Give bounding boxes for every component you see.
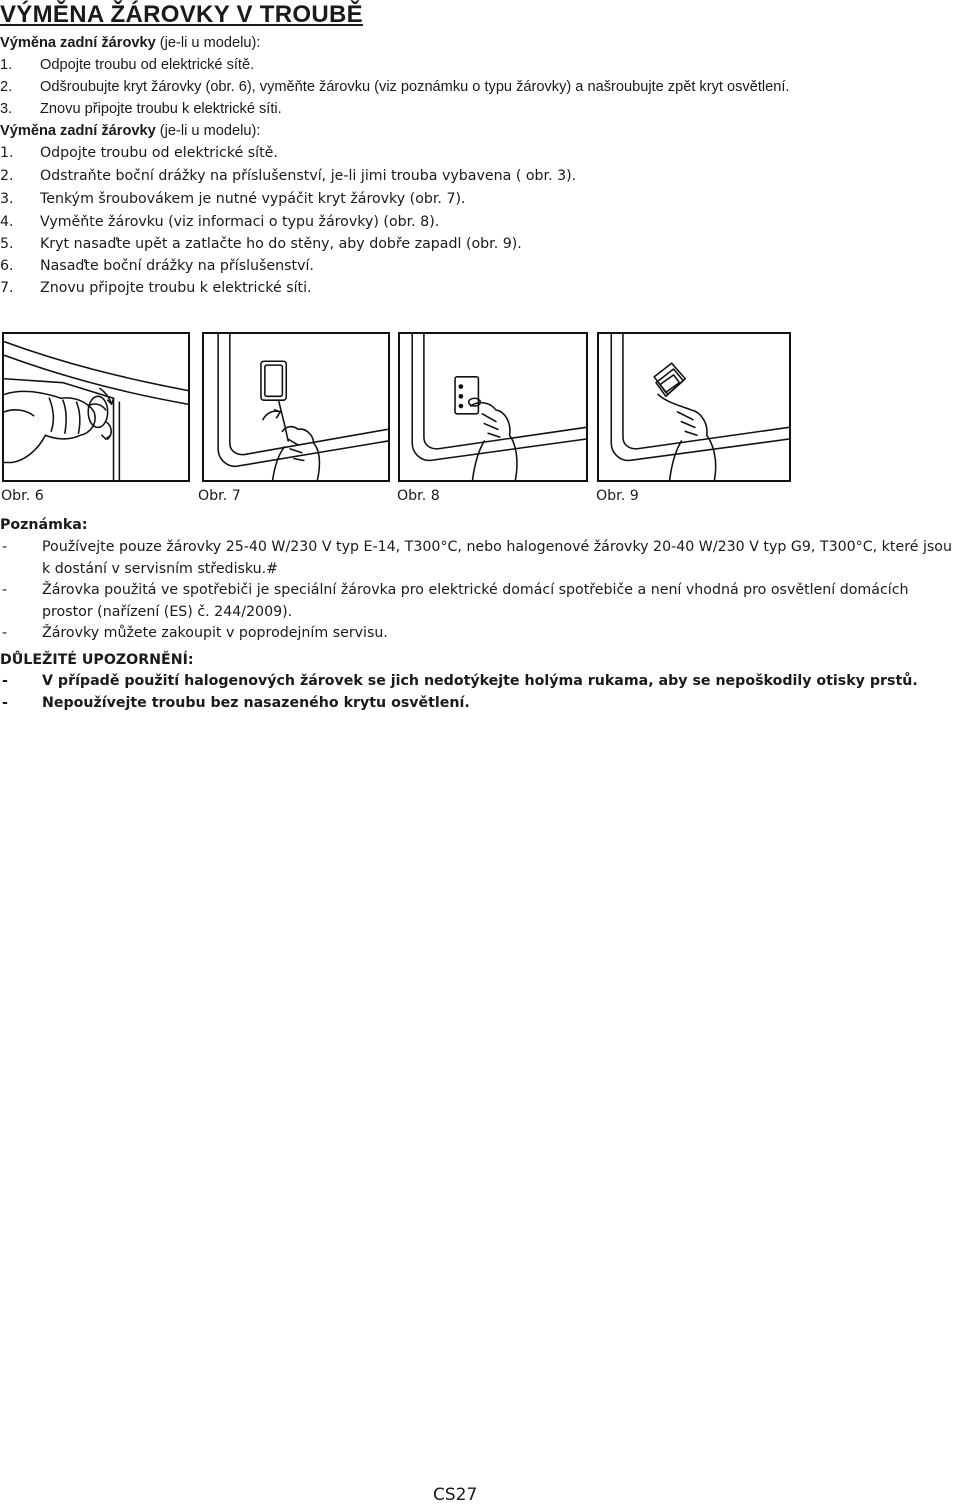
list-item bbox=[0, 692, 960, 714]
page-title: VÝMĚNA ŽÁROVKY V TROUBĚ bbox=[0, 1, 363, 28]
section-a-heading-bold: Výměna zadní žárovky bbox=[0, 35, 156, 51]
section-b-heading bbox=[0, 121, 260, 141]
step-text: Znovu připojte troubu k elektrické síti. bbox=[40, 101, 282, 117]
section-b-step bbox=[0, 234, 522, 254]
section-b-step bbox=[0, 256, 314, 276]
step-number: 4. bbox=[0, 214, 14, 230]
section-a-heading-rest: (je-li u modelu): bbox=[155, 35, 261, 51]
step-number: 7. bbox=[0, 280, 14, 296]
step-text: Odpojte troubu od elektrické sítě. bbox=[40, 145, 278, 161]
warning-text: Nepoužívejte troubu bez nasazeného krytu osvětlení. bbox=[42, 695, 470, 711]
list-item bbox=[0, 580, 960, 623]
step-text: Tenkým šroubovákem je nutné vypáčit kryt žárovky (obr. 7). bbox=[40, 191, 466, 207]
screwdriver-pry-cover-illustration bbox=[202, 332, 390, 482]
step-number: 3. bbox=[0, 191, 14, 207]
section-b-step bbox=[0, 278, 312, 298]
note-text: Žárovka použitá ve spotřebiči je speciální žárovka pro elektrické domácí spotřebiče a není vhodná pro osvětlení domácích prostor (nařízení (ES) č. 244/2009). bbox=[42, 582, 909, 620]
bullet-dash: - bbox=[2, 625, 8, 641]
figure-label: Obr. 8 bbox=[397, 488, 440, 504]
note-list bbox=[0, 537, 960, 645]
replace-bulb-illustration bbox=[398, 332, 588, 482]
refit-cover-illustration bbox=[597, 332, 791, 482]
step-text: Vyměňte žárovku (viz informaci o typu žárovky) (obr. 8). bbox=[40, 214, 440, 230]
list-item bbox=[0, 537, 960, 580]
step-number: 2. bbox=[0, 79, 13, 95]
bullet-dash: - bbox=[2, 673, 8, 689]
step-number: 2. bbox=[0, 168, 14, 184]
figure-label: Obr. 7 bbox=[198, 488, 241, 504]
section-b-heading-rest: (je-li u modelu): bbox=[155, 123, 261, 139]
section-a-step bbox=[0, 77, 789, 97]
note-text: Žárovky můžete zakoupit v poprodejním servisu. bbox=[42, 625, 388, 641]
bullet-dash: - bbox=[2, 695, 8, 711]
warning-list bbox=[0, 670, 960, 714]
bullet-dash: - bbox=[2, 539, 8, 555]
step-number: 1. bbox=[0, 57, 13, 73]
section-b-step bbox=[0, 212, 439, 232]
section-a-heading bbox=[0, 33, 260, 53]
section-b-step bbox=[0, 189, 466, 209]
step-number: 1. bbox=[0, 145, 14, 161]
section-a-step bbox=[0, 55, 254, 75]
figure-label: Obr. 9 bbox=[596, 488, 639, 504]
step-text: Odpojte troubu od elektrické sítě. bbox=[40, 57, 255, 73]
page-number: CS27 bbox=[433, 1485, 478, 1505]
figure-label: Obr. 6 bbox=[1, 488, 44, 504]
step-text: Znovu připojte troubu k elektrické síti. bbox=[40, 280, 312, 296]
step-number: 5. bbox=[0, 236, 14, 252]
step-number: 6. bbox=[0, 258, 14, 274]
list-item bbox=[0, 623, 960, 645]
warning-title: DŮLEŽITÉ UPOZORNĚNÍ: bbox=[0, 652, 194, 668]
step-text: Nasaďte boční drážky na příslušenství. bbox=[40, 258, 314, 274]
warning-text: V případě použití halogenových žárovek se jich nedotýkejte holýma rukama, aby se nepoškodily otisky prstů. bbox=[42, 673, 918, 689]
note-text: Používejte pouze žárovky 25-40 W/230 V typ E-14, T300°C, nebo halogenové žárovky 20-40 W/230 V typ G9, T300°C, které jsou k dostání v servisním středisku.# bbox=[42, 539, 952, 577]
unscrew-lamp-cover-illustration bbox=[2, 332, 190, 482]
step-number: 3. bbox=[0, 101, 13, 117]
note-title: Poznámka: bbox=[0, 517, 88, 533]
bullet-dash: - bbox=[2, 582, 8, 598]
list-item bbox=[0, 670, 960, 692]
figure-row bbox=[0, 332, 960, 482]
section-b-heading-bold: Výměna zadní žárovky bbox=[0, 123, 156, 139]
section-b-step bbox=[0, 143, 278, 163]
step-text: Odstraňte boční drážky na příslušenství, je-li jimi trouba vybavena ( obr. 3). bbox=[40, 168, 577, 184]
step-text: Kryt nasaďte upět a zatlačte ho do stěny, aby dobře zapadl (obr. 9). bbox=[40, 236, 522, 252]
step-text: Odšroubujte kryt žárovky (obr. 6), vyměňte žárovku (viz poznámku o typu žárovky) a našroubujte zpět kryt osvětlení. bbox=[40, 79, 790, 95]
section-b-step bbox=[0, 166, 576, 186]
section-a-step bbox=[0, 99, 282, 119]
